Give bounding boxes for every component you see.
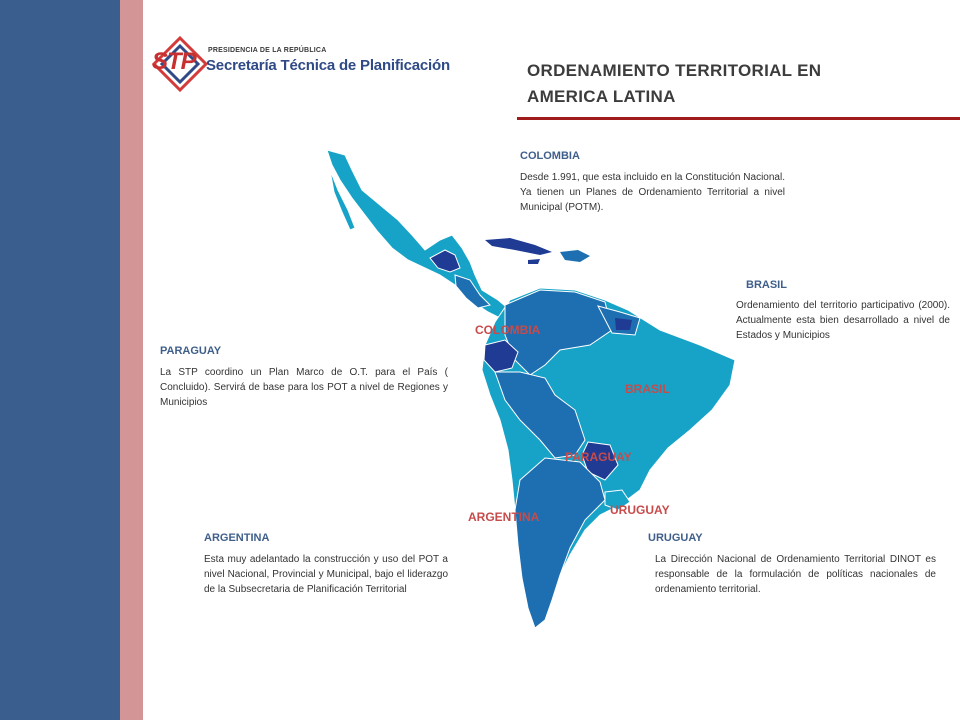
map-cuba [485,238,552,255]
paraguay-text: La STP coordino un Plan Marco de O.T. para el País ( Concluido). Servirá de base para los POT a nivel de Regiones y Municipios [160,367,448,408]
map-label-paraguay: PARAGUAY [565,450,632,464]
argentina-text: Esta muy adelantado la construcción y uso del POT a nivel Nacional, Provincial y Municipal, bajo el liderazgo de la Subsecretaria de Planificación Territorial [204,554,448,595]
brasil-heading: BRASIL [746,279,787,291]
paraguay-heading: PARAGUAY [160,345,222,357]
argentina-heading: ARGENTINA [204,532,270,544]
logo-subtitle: PRESIDENCIA DE LA REPÚBLICA [208,47,327,54]
map-label-uruguay: URUGUAY [610,503,670,517]
colombia-text: Desde 1.991, que esta incluido en la Constitución Nacional. Ya tienen un Planes de Ordenamiento Territorial a nivel Municipal (POTM). [520,172,785,213]
brasil-text: Ordenamiento del territorio participativo (2000). Actualmente esta bien desarrollado a nivel de Estados y Municipios [736,300,950,341]
map-argentina-chile [515,458,605,628]
map-label-colombia: COLOMBIA [475,323,541,337]
map-label-argentina: ARGENTINA [468,510,540,524]
uruguay-heading: URUGUAY [648,532,703,544]
map-jamaica [528,259,540,264]
map-guiana-dark [615,318,632,330]
title-line-2: AMERICA LATINA [527,87,676,106]
uruguay-text: La Dirección Nacional de Ordenamiento Territorial DINOT es responsable de la formulación de políticas nacionales de ordenamiento territorial. [655,554,936,595]
map-label-brasil: BRASIL [625,382,670,396]
map-mexico [327,150,510,318]
colombia-heading: COLOMBIA [520,150,580,162]
logo-name: Secretaría Técnica de Planificación [206,57,450,74]
map-hispaniola [560,250,590,262]
title-line-1: ORDENAMIENTO TERRITORIAL EN [527,61,822,80]
logo-mark-text: STP [152,48,196,75]
